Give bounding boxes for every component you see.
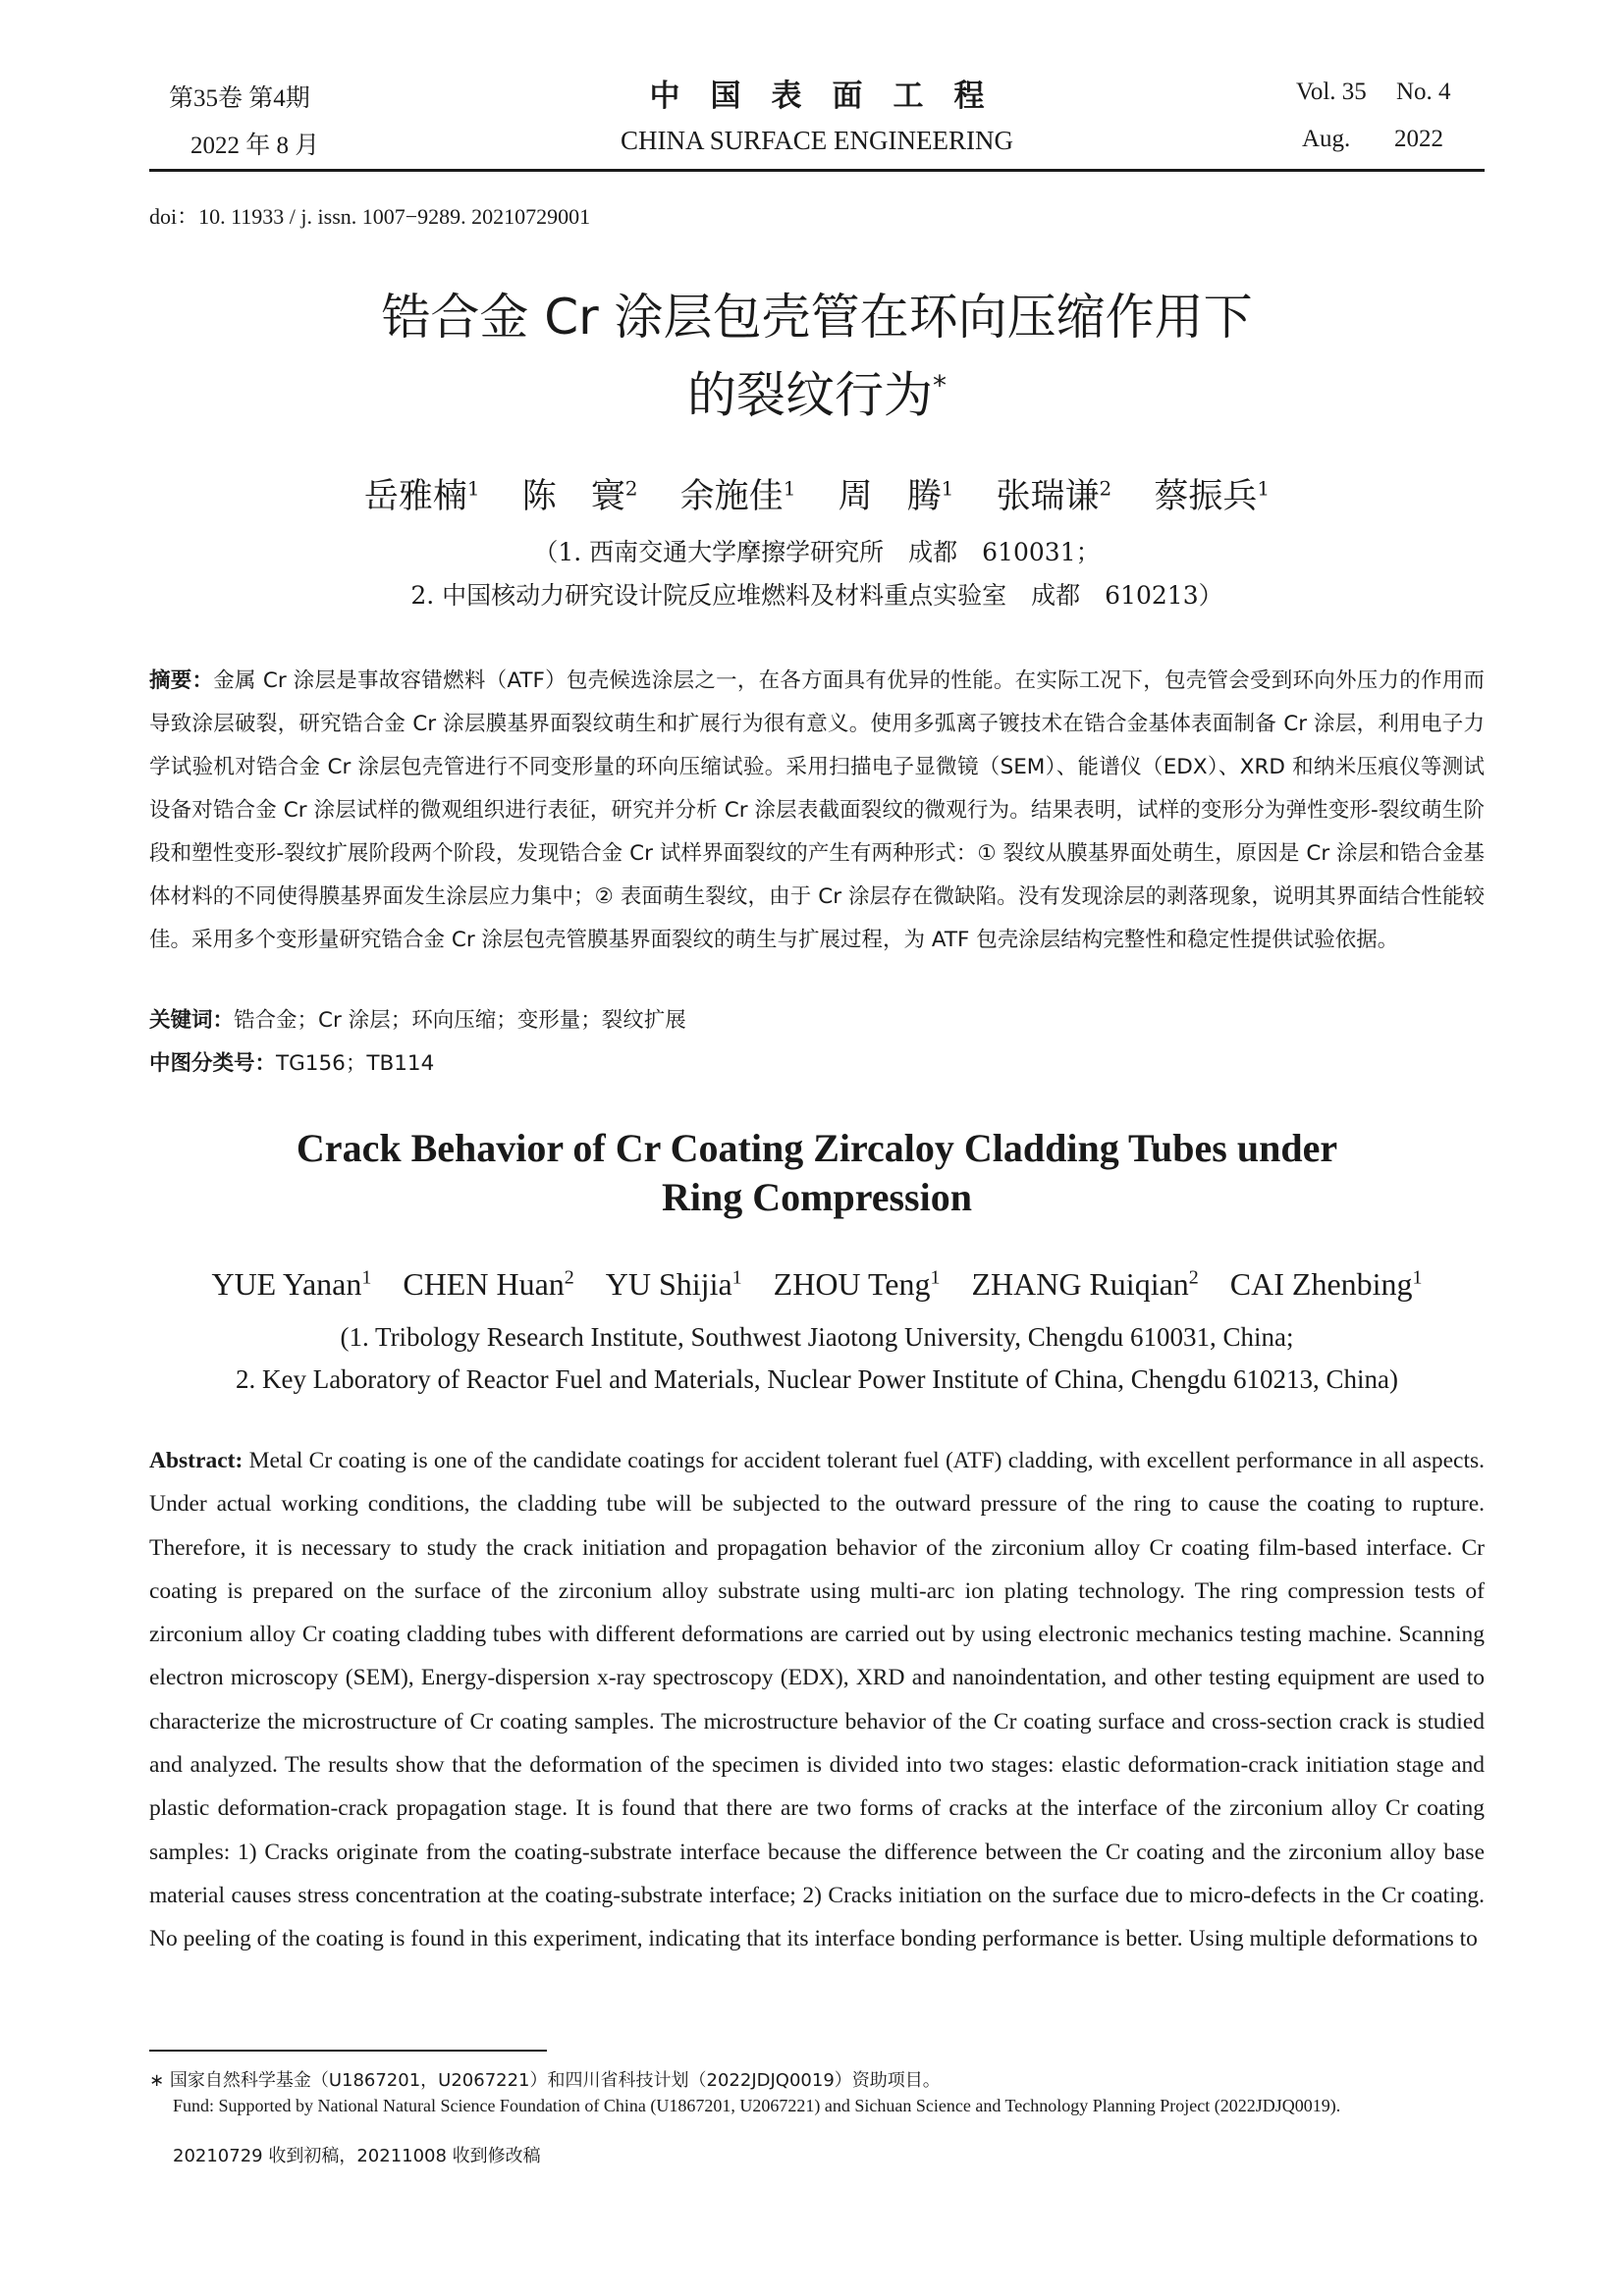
author-cn: 蔡振兵$^1$ (1154, 476, 1271, 516)
footnote-received: 20210729 收到初稿，20211008 收到修改稿 (173, 2146, 541, 2166)
title-footnote-mark: * (933, 369, 947, 401)
footnote-fund-cn: ∗ 国家自然科学基金（U1867201，U2067221）和四川省科技计划（2022JDJQ0019）资助项目。 (149, 2070, 941, 2091)
header-month-en: Aug. (1302, 126, 1351, 152)
header-year-en: 2022 (1394, 126, 1443, 152)
header-issue-en: No. 4 (1396, 79, 1451, 105)
author-en: ZHOU Teng$^1$ (773, 1266, 941, 1302)
title-en-line2: Ring Compression (662, 1175, 972, 1219)
affiliation-cn-1: （1. 西南交通大学摩擦学研究所 成都 610031； (533, 538, 1101, 566)
title-cn-line1: 锆合金 Cr 涂层包壳管在环向压缩作用下 (381, 289, 1253, 346)
author-en: CAI Zhenbing$^1$ (1229, 1266, 1423, 1302)
keywords-cn: 关键词：锆合金；Cr 涂层；环向压缩；变形量；裂纹扩展 (149, 1008, 686, 1033)
author-en: ZHANG Ruiqian$^2$ (971, 1266, 1199, 1302)
classification-number: 中图分类号：TG156；TB114 (149, 1051, 435, 1076)
author-cn: 张瑞谦$^2$ (996, 476, 1112, 516)
header-rule (149, 169, 1485, 172)
author-en: YU Shijia$^1$ (605, 1266, 742, 1302)
author-cn: 岳雅楠$^1$ (363, 476, 480, 516)
abstract-cn (149, 660, 1485, 962)
affiliation-cn-2: 2. 中国核动力研究设计院反应堆燃料及材料重点实验室 成都 610213） (410, 581, 1223, 610)
header-volume-issue-cn: 第35卷 第4期 (169, 85, 310, 112)
title-cn-line2: 的裂纹行为* (687, 366, 947, 424)
abstract-en-text: Metal Cr coating is one of the candidate coatings for accident tolerant fuel (ATF) cladding, with excellent performance in all aspects. Under actual working conditions, the cladding tube will be subjected to the outward pressure of the ring to cause the coating to rupture. Therefore, it is necessary to study the crack initiation and propagation behavior of the zirconium alloy Cr coating film-based interface. Cr coating is prepared on the surface of the zirconium alloy substrate using multi-arc ion plating technology. The ring compression tests of zirconium alloy Cr coating cladding tubes with different deformations are carried out by using electronic mechanics testing machine. Scanning electron microscopy (SEM), Energy-dispersion x-ray spectroscopy (EDX), XRD and nanoindentation, and other testing equipment are used to characterize the microstructure of Cr coating samples. The microstructure behavior of the Cr coating surface and cross-section crack is studied and analyzed. The results show that the deformation of the specimen is divided into two stages: elastic deformation-crack initiation stage and plastic deformation-crack propagation stage. It is found that there are two forms of cracks at the interface of the zirconium alloy Cr coating samples: 1) Cracks originate from the coating-substrate interface because the difference between the Cr coating and the zirconium alloy base material causes stress concentration at the coating-substrate interface; 2) Cracks initiation on the surface due to micro-defects in the Cr coating. No peeling of the coating is found in this experiment, indicating that its interface bonding performance is better. Using multiple deformations to (149, 1448, 1486, 1952)
title-en (149, 1124, 1485, 1222)
running-header (149, 79, 1485, 172)
header-date-cn: 2022 年 8 月 (190, 133, 320, 159)
author-en: YUE Yanan$^1$ (211, 1266, 372, 1302)
abstract-cn-text: 金属 Cr 涂层是事故容错燃料（ATF）包壳候选涂层之一，在各方面具有优异的性能。在实际工况下，包壳管会受到环向外压力的作用而导致涂层破裂，研究锆合金 Cr 涂层膜基界面裂纹萌生和扩展行为很有意义。使用多弧离子镀技术在锆合金基体表面制备 Cr 涂层，利用电子力学试验机对锆合金 Cr 涂层包壳管进行不同变形量的环向压缩试验。采用扫描电子显微镜（SEM）、能谱仪（EDX）、XRD 和纳米压痕仪等测试设备对锆合金 Cr 涂层试样的微观组织进行表征，研究并分析 Cr 涂层表截面裂纹的微观行为。结果表明，试样的变形分为弹性变形-裂纹萌生阶段和塑性变形-裂纹扩展阶段两个阶段，发现锆合金 Cr 试样界面裂纹的产生有两种形式：① 裂纹从膜基界面处萌生，原因是 Cr 涂层和锆合金基体材料的不同使得膜基界面发生涂层应力集中；② 表面萌生裂纹，由于 Cr 涂层存在微缺陷。没有发现涂层的剥落现象，说明其界面结合性能较佳。采用多个变形量研究锆合金 Cr 涂层包壳管膜基界面裂纹的萌生与扩展过程，为 ATF 包壳涂层结构完整性和稳定性提供试验依据。 (149, 668, 1485, 952)
keywords-cn-label: 关键词： (149, 1008, 235, 1033)
author-cn: 余施佳$^1$ (679, 476, 796, 516)
journal-name-cn: 中 国 表 面 工 程 (649, 79, 985, 114)
affiliation-en-2: 2. Key Laboratory of Reactor Fuel and Materials, Nuclear Power Institute of China, Chengdu 610213, China) (236, 1364, 1398, 1394)
classification-label: 中图分类号： (149, 1051, 277, 1076)
title-en-line1: Crack Behavior of Cr Coating Zircaloy Cladding Tubes under (296, 1126, 1338, 1170)
abstract-en-label: Abstract: (149, 1448, 244, 1473)
footnote-fund-en: Fund: Supported by National Natural Science Foundation of China (U1867201, U2067221) and Sichuan Science and Technology Planning Project (2022JDJQ0019). (173, 2096, 1341, 2115)
footnote-rule (149, 2050, 547, 2052)
abstract-en (149, 1439, 1485, 1961)
author-cn: 陈 寰$^2$ (521, 476, 638, 516)
doi: doi：10. 11933 / j. issn. 1007−9289. 20210729001 (149, 204, 591, 229)
authors-cn (149, 469, 1485, 518)
abstract-cn-label: 摘要： (149, 668, 214, 693)
affiliation-en-1: (1. Tribology Research Institute, Southwest Jiaotong University, Chengdu 610031, China; (340, 1322, 1294, 1352)
title-cn (149, 283, 1485, 430)
authors-en (149, 1266, 1485, 1303)
author-cn: 周 腾$^1$ (838, 476, 954, 516)
journal-name-en: CHINA SURFACE ENGINEERING (620, 126, 1013, 155)
author-en: CHEN Huan$^2$ (403, 1266, 574, 1302)
header-volume-en: Vol. 35 (1296, 79, 1367, 105)
